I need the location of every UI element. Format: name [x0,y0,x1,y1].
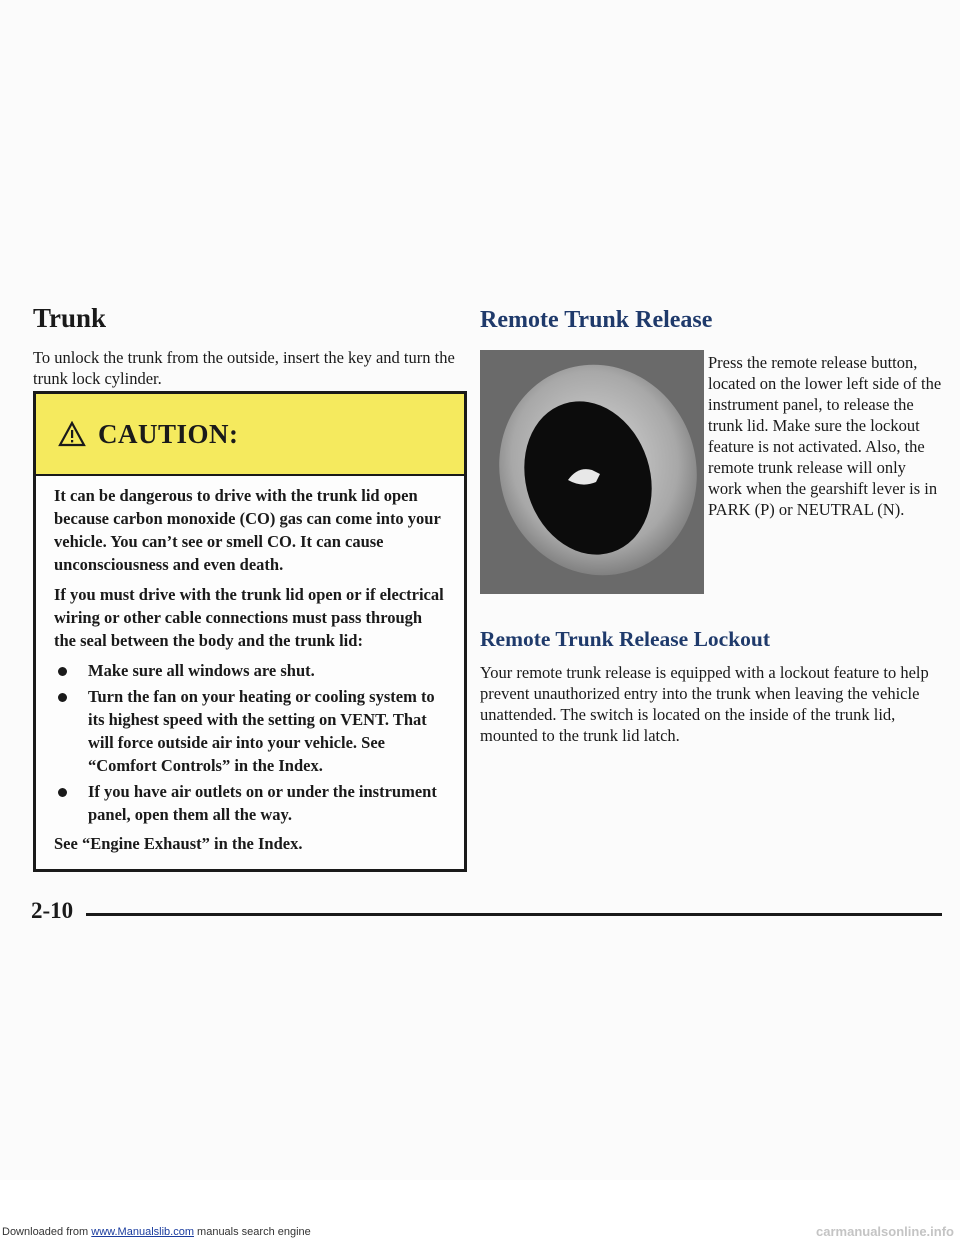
watermark: carmanualsonline.info [816,1224,954,1239]
page-number: 2-10 [31,898,74,923]
trunk-heading: Trunk [33,303,107,333]
caution-list-item: Turn the fan on your heating or cooling system to its highest speed with the setting on VENT. That will force outside air into your vehicle. See “Comfort Controls” in the Index. [54,685,446,777]
trunk-intro-text: To unlock the trunk from the outside, insert the key and turn the trunk lock cylinder. [33,348,455,388]
caution-list-item: Make sure all windows are shut. [54,659,446,682]
caution-body [36,476,464,855]
bullet-icon [58,788,67,797]
bullet-icon [58,693,67,702]
bullet-icon [58,667,67,676]
warning-triangle-icon [58,421,86,447]
remote-release-heading: Remote Trunk Release [480,307,713,333]
caution-header [36,394,464,476]
caution-paragraph: If you must drive with the trunk lid open or if electrical wiring or other cable connections must pass through the seal between the body and the trunk lid: [54,585,444,650]
lockout-heading: Remote Trunk Release Lockout [480,627,771,651]
caution-list [54,659,446,826]
caution-paragraph: It can be dangerous to drive with the trunk lid open because carbon monoxide (CO) gas can come into your vehicle. You can’t see or smell CO. It can cause unconsciousness and even death. [54,486,441,574]
caution-title: CAUTION: [98,418,239,449]
remote-release-button-photo [480,350,704,594]
footer-rule [86,913,942,916]
caution-closing: See “Engine Exhaust” in the Index. [54,834,303,853]
caution-list-item: If you have air outlets on or under the instrument panel, open them all the way. [54,780,446,826]
lockout-text: Your remote trunk release is equipped with a lockout feature to help prevent unauthorized entry into the trunk when leaving the vehicle unattended. The switch is located on the inside of the trunk lid, mounted to the trunk lid latch. [480,663,929,745]
download-footer: Downloaded from www.Manualslib.com manuals search engine [2,1226,311,1238]
caution-box [33,391,467,872]
remote-release-text: Press the remote release button, located on the lower left side of the instrument panel, to release the trunk lid. Make sure the lockout feature is not activated. Also, the remote trunk release will only work when the gearshift lever is in PARK (P) or NEUTRAL (N). [708,353,942,519]
manualslib-link[interactable]: www.Manualslib.com [91,1226,194,1238]
